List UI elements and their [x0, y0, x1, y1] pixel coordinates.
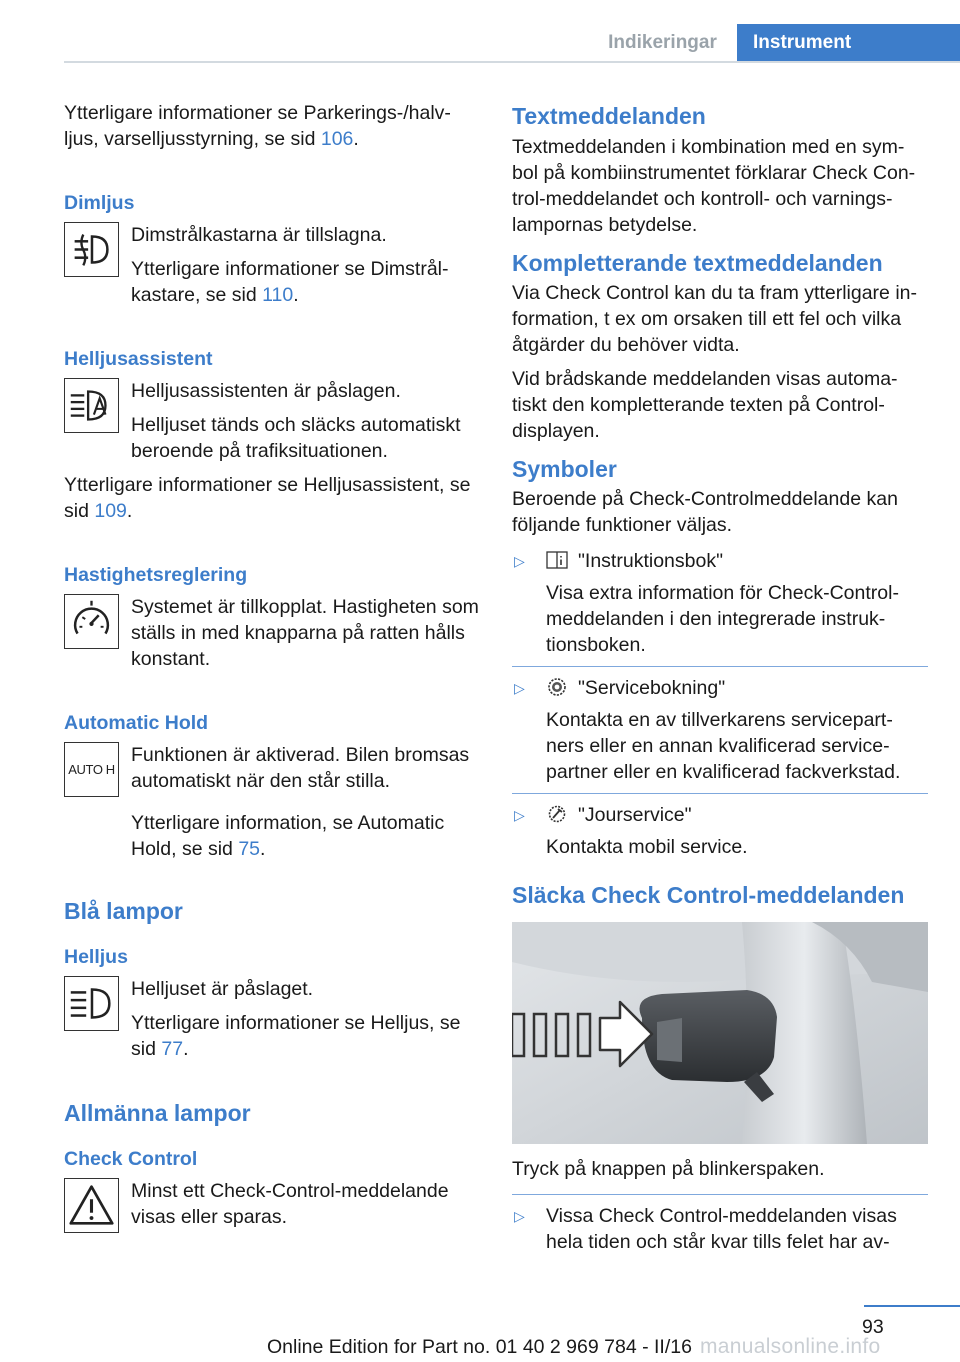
roadside-service-icon [546, 804, 568, 824]
left-column [64, 100, 479, 1238]
hastighetsreglering-line1: Systemet är tillkopplat. Hastigheten som ställs in med knapparna på ratten hålls konstant. [131, 596, 479, 670]
slacka-bullet-text: Vissa Check Control-meddelanden visas hela tiden och står kvar tills felet har av- [546, 1205, 897, 1253]
list-item-vissa-meddelanden [512, 1203, 928, 1255]
bullet-triangle-icon: ▷ [514, 680, 525, 696]
section-dimljus [64, 222, 479, 308]
jourservice-desc: Kontakta mobil service. [546, 836, 748, 858]
heading-kompletterande: Kompletterande textmeddelanden [512, 250, 883, 276]
heading-textmeddelanden: Textmeddelanden [512, 103, 706, 129]
list-item-instruktionsbok [512, 548, 928, 658]
section-helljusassistent [64, 378, 479, 464]
heading-allmanna-lampor: Allmänna lampor [64, 1100, 251, 1126]
bullet-triangle-icon: ▷ [514, 807, 525, 823]
servicebokning-desc: Kontakta en av tillverkarens servicepart-ners eller en annan kvalificerad service-partner eller en kvalificerad fackverkstad. [546, 709, 901, 783]
right-column [512, 100, 928, 1255]
heading-helljus: Helljus [64, 946, 128, 968]
helljusassistent-after: Ytterligare informationer se Helljusassistent, se sid 109. [64, 474, 471, 522]
heading-hastighetsreglering: Hastighetsreglering [64, 564, 248, 586]
list-item-servicebokning [512, 675, 928, 785]
instruktionsbok-title: "Instruktionsbok" [546, 548, 928, 574]
dimljus-line1: Dimstrålkastarna är tillslagna. [131, 224, 387, 246]
list-divider [512, 666, 928, 667]
bullet-triangle-icon: ▷ [514, 1208, 525, 1224]
page-number: 93 [862, 1316, 884, 1338]
kompletterande-body2: Vid brådskande meddelanden visas automa-tiskt den kompletterande texten på Control-displayen. [512, 368, 898, 442]
helljus-line2: Ytterligare informationer se Helljus, se sid 77. [131, 1012, 461, 1060]
helljus-line1: Helljuset är påslaget. [131, 978, 314, 1000]
auto-hold-icon [64, 742, 119, 797]
edition-text: Online Edition for Part no. 01 40 2 969 784 - II/16 [267, 1336, 692, 1358]
page-link-109[interactable]: 109 [94, 500, 127, 522]
cruise-control-icon [64, 594, 119, 649]
page-link-77[interactable]: 77 [161, 1038, 184, 1060]
high-beam-icon [64, 976, 119, 1031]
fog-lamp-icon [64, 222, 119, 277]
automatic-hold-line1: Funktionen är aktiverad. Bilen bromsas automatiskt när den står stilla. [131, 744, 470, 792]
helljusassistent-line1: Helljusassistenten är påslagen. [131, 380, 401, 402]
high-beam-assistant-icon [64, 378, 119, 433]
dimljus-line2: Ytterligare informationer se Dimstrål-kastare, se sid 110. [131, 258, 449, 306]
check-control-line1: Minst ett Check-Control-meddelande visas eller sparas. [131, 1180, 449, 1228]
automatic-hold-line2: Ytterligare information, se Automatic Hold, se sid 75. [131, 812, 445, 860]
heading-automatic-hold: Automatic Hold [64, 712, 209, 734]
footer-divider [864, 1305, 960, 1307]
jourservice-title: "Jourservice" [546, 802, 928, 828]
heading-bla-lampor: Blå lampor [64, 898, 183, 924]
section-check-control [64, 1178, 479, 1238]
page-link-106[interactable]: 106 [320, 128, 354, 150]
kompletterande-body1: Via Check Control kan du ta fram ytterligare in-formation, t ex om orsaken till ett fel och vilka åtgärder du behöver vidta. [512, 282, 917, 356]
header-divider [64, 61, 960, 63]
service-booking-icon [546, 677, 568, 697]
header-tab-instrument[interactable]: Instrument [737, 24, 960, 62]
instruktionsbok-desc: Visa extra information för Check-Control-meddelanden i den integrerade instruk-tionsboken. [546, 582, 899, 656]
header-tab-indikeringar[interactable]: Indikeringar [608, 32, 717, 53]
heading-slacka-check-control: Släcka Check Control-meddelanden [512, 882, 905, 908]
section-automatic-hold [64, 742, 479, 802]
heading-dimljus: Dimljus [64, 192, 135, 214]
heading-symboler: Symboler [512, 456, 617, 482]
servicebokning-title: "Servicebokning" [546, 675, 928, 701]
intro-paragraph: Ytterligare informationer se Parkerings-/halv-ljus, varselljusstyrning, se sid 106. [64, 102, 451, 150]
symbol-list [512, 548, 928, 860]
page-link-110[interactable]: 110 [262, 284, 294, 306]
bullet-triangle-icon: ▷ [514, 553, 525, 569]
page-link-75[interactable]: 75 [238, 838, 261, 860]
warning-triangle-icon [64, 1178, 119, 1233]
list-divider [512, 1194, 928, 1195]
section-helljus [64, 976, 479, 1062]
heading-check-control: Check Control [64, 1148, 198, 1170]
watermark: manualsonline.info [700, 1335, 881, 1358]
heading-helljusassistent: Helljusassistent [64, 348, 213, 370]
list-item-jourservice [512, 802, 928, 860]
textmeddelanden-body: Textmeddelanden i kombination med en sym-bol på kombiinstrumentet förklarar Check Con-trol-meddelandet och kontroll- och varnings-lampornas betydelse. [512, 136, 916, 236]
list-divider [512, 793, 928, 794]
auto-hold-icon-label: AUTO H [68, 762, 115, 777]
manual-book-icon [546, 550, 568, 570]
slacka-caption: Tryck på knappen på blinkerspaken. [512, 1158, 825, 1180]
turn-signal-lever-photo [512, 922, 928, 1144]
helljusassistent-line2: Helljuset tänds och släcks automatiskt beroende på trafiksituationen. [131, 414, 461, 462]
symboler-body: Beroende på Check-Controlmeddelande kan följande funktioner väljas. [512, 488, 898, 536]
section-hastighetsreglering [64, 594, 479, 672]
